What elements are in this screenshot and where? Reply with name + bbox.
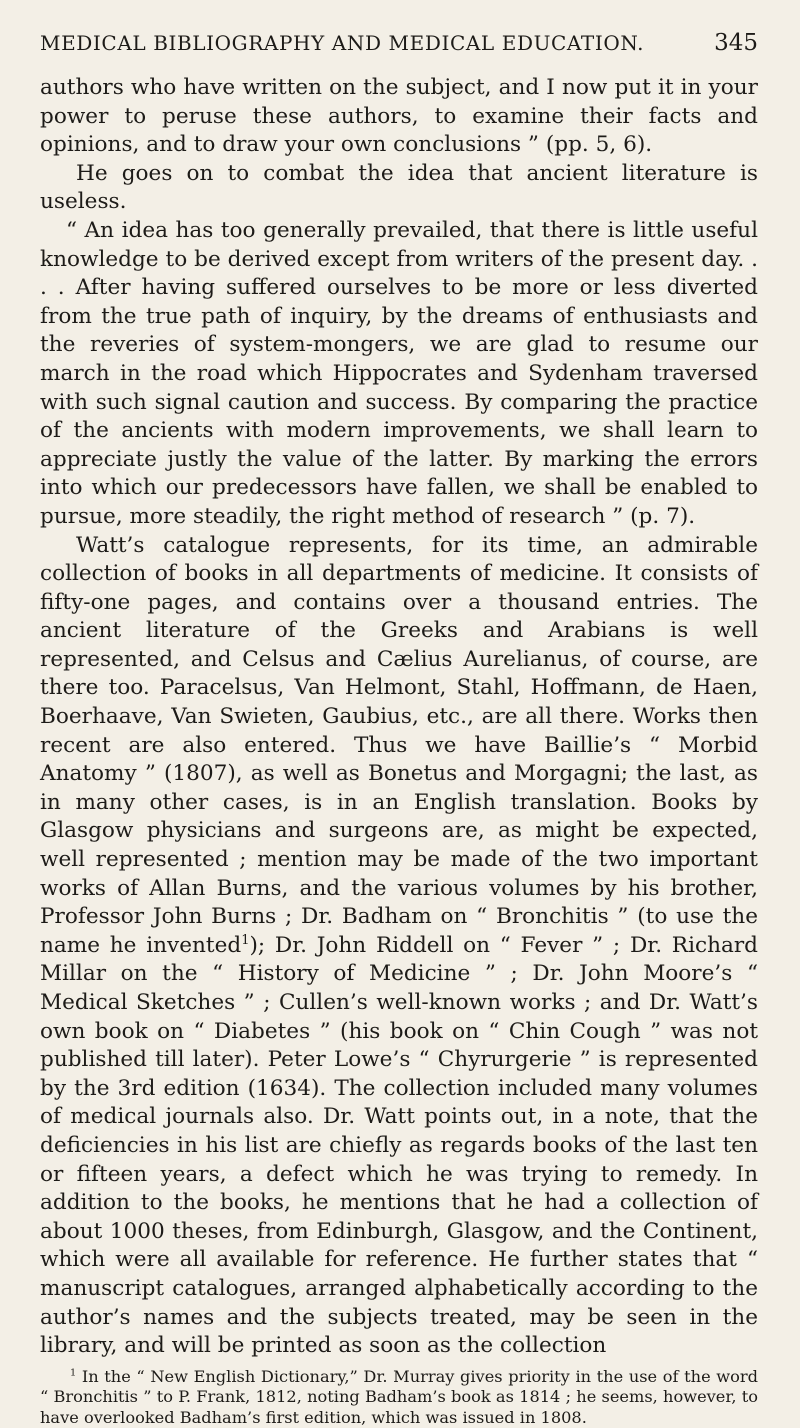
quotation-paragraph: “ An idea has too generally prevailed, that there is little useful knowledge to be derived except from writers of the present day. . . . After having suffered ourselves to be more or less diverted from the true path of inquiry, by the dreams of enthusiasts and the reveries of system-mongers, we are glad to resume our march in the road which Hippocrates and Sydenham traversed with such signal caution and success. By comparing the practice of the ancients with modern improvements, we shall learn to appreciate justly the value of the latter. By marking the errors into which our predecessors have fallen, we shall be enabled to pursue, more steadily, the right method of research ” (p. 7). xyxy=(40,217,758,529)
paragraph-text: Watt’s catalogue represents, for its time, an admirable collection of books in all departments of medicine. It consists of fifty-one pages, and contains over a thousand entries. The ancient literature of the Greeks and Arabians is well represented, and Celsus and Cælius Aurelianus, of course, are there too. Paracelsus, Van Helmont, Stahl, Hoffmann, de Haen, Boerhaave, Van Swieten, Gaubius, etc., are all there. Works then recent are also entered. Thus we have Baillie’s “ Morbid Anatomy ” (1807), as well as Bonetus and Morgagni; the last, as in many other cases, is in an English translation. Books by Glasgow physicians and surgeons are, as might be expected, well represented ; mention may be made of the two important works of Allan Burns, and the various volumes by his brother, Professor John Burns ; Dr. Badham on “ Bronchitis ” (to use the name he invented xyxy=(40,532,758,958)
paragraph: He goes on to combat the idea that ancient literature is useless. xyxy=(40,160,758,215)
paragraph-watt-catalogue xyxy=(40,532,758,1361)
footnote-reference: 1 xyxy=(241,932,250,948)
paragraph-text: ); Dr. John Riddell on “ Fever ” ; Dr. Richard Millar on the “ History of Medicine ” ; Dr. John Moore’s “ Medical Sketches ” ; Cullen’s well-known works ; and Dr. Watt’s own book on “ Diabetes ” (his book on “ Chin Cough ” was not published till later). Peter Lowe’s “ Chyrurgerie ” is represented by the 3rd edition (1634). The collection included many volumes of medical journals also. Dr. Watt points out, in a note, that the deficiencies in his list are chiefly as regards books of the last ten or fifteen years, a defect which he was trying to remedy. In addition to the books, he mentions that he had a collection of about 1000 theses, from Edinburgh, Glasgow, and the Continent, which were all available for reference. He further states that “ manuscript catalogues, arranged alphabetically according to the author’s names and the subjects treated, may be seen in the library, and will be printed as soon as the collection xyxy=(40,932,758,1359)
footnote-marker: 1 xyxy=(70,1367,77,1379)
footnote xyxy=(40,1367,758,1428)
body-text xyxy=(40,74,758,1361)
running-head xyxy=(40,30,758,56)
footnote-text: In the “ New English Dictionary,” Dr. Murray gives priority in the use of the word “ Bronchitis ” to P. Frank, 1812, noting Badham’s book as 1814 ; he seems, however, to have overlooked Badham’s first edition, which was issued in 1808. xyxy=(40,1366,758,1427)
running-head-title: MEDICAL BIBLIOGRAPHY AND MEDICAL EDUCATION. xyxy=(40,31,645,55)
paragraph-continued: authors who have written on the subject, and I now put it in your power to peruse these authors, to examine their facts and opinions, and to draw your own conclusions ” (pp. 5, 6). xyxy=(40,75,758,158)
page-number: 345 xyxy=(714,30,758,56)
